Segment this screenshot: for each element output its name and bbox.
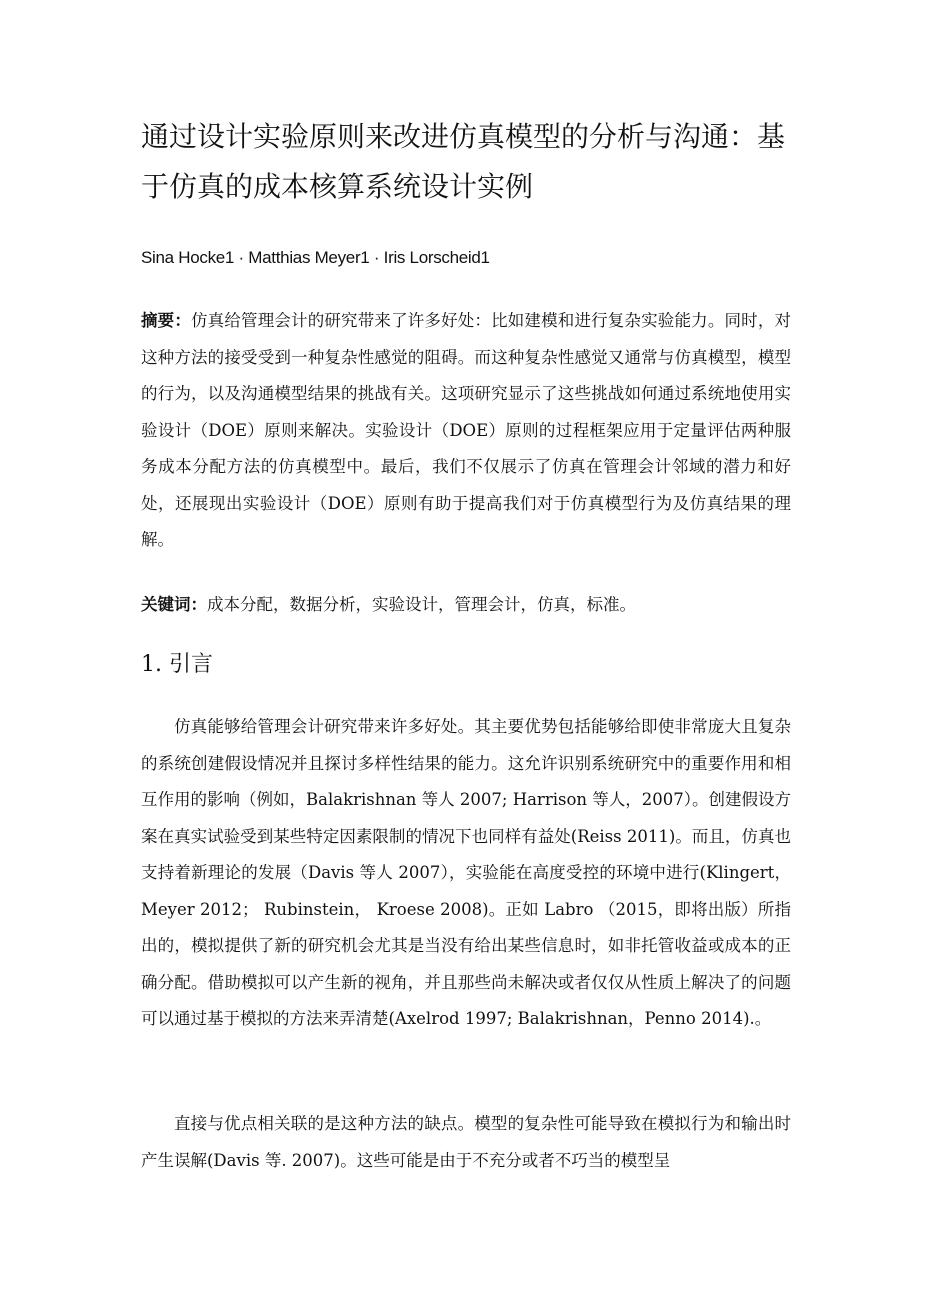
- keywords: [141, 589, 791, 621]
- author-list: Sina Hocke1 · Matthias Meyer1 · Iris Lorscheid1: [141, 248, 490, 267]
- paper-title: 通过设计实验原则来改进仿真模型的分析与沟通：基于仿真的成本核算系统设计实例: [141, 120, 786, 203]
- keywords-text: 成本分配，数据分析，实验设计，管理会计，仿真，标准。: [207, 595, 636, 614]
- abstract-label: 摘要：: [141, 312, 192, 330]
- section-heading: 1. 引言: [141, 652, 213, 677]
- body-paragraph: 仿真能够给管理会计研究带来许多好处。其主要优势包括能够给即使非常庞大且复杂的系统创建假设情况并且探讨多样性结果的能力。这允许识别系统研究中的重要作用和相互作用的影响（例如，Balakrishnan 等人 2007; Harrison 等人，2007）。创建假设方案在真实试验受到某些特定因素限制的情况下也同样有益处(Reiss 2011)。而且，仿真也支持着新理论的发展（Davis 等人 2007），实验能在高度受控的环境中进行(Klingert， Meyer 2012； Rubinstein， Kroese 2008)。正如 Labro （2015，即将出版）所指出的，模拟提供了新的研究机会尤其是当没有给出某些信息时，如非托管收益或成本的正确分配。借助模拟可以产生新的视角，并且那些尚未解决或者仅仅从性质上解决了的问题可以通过基于模拟的方法来弄清楚(Axelrod 1997; Balakrishnan，Penno 2014).。: [141, 717, 792, 1028]
- abstract: [141, 303, 791, 559]
- keywords-label: 关键词：: [141, 596, 207, 614]
- body-paragraph: 直接与优点相关联的是这种方法的缺点。模型的复杂性可能导致在模拟行为和输出时产生误解(Davis 等. 2007)。这些可能是由于不充分或者不巧当的模型呈: [141, 1114, 791, 1170]
- abstract-text: 仿真给管理会计的研究带来了许多好处：比如建模和进行复杂实验能力。同时，对这种方法的接受受到一种复杂性感觉的阻碍。而这种复杂性感觉又通常与仿真模型，模型的行为，以及沟通模型结果的挑战有关。这项研究显示了这些挑战如何通过系统地使用实验设计（DOE）原则来解决。实验设计（DOE）原则的过程框架应用于定量评估两种服务成本分配方法的仿真模型中。最后，我们不仅展示了仿真在管理会计邻域的潜力和好处，还展现出实验设计（DOE）原则有助于提高我们对于仿真模型行为及仿真结果的理解。: [141, 311, 792, 549]
